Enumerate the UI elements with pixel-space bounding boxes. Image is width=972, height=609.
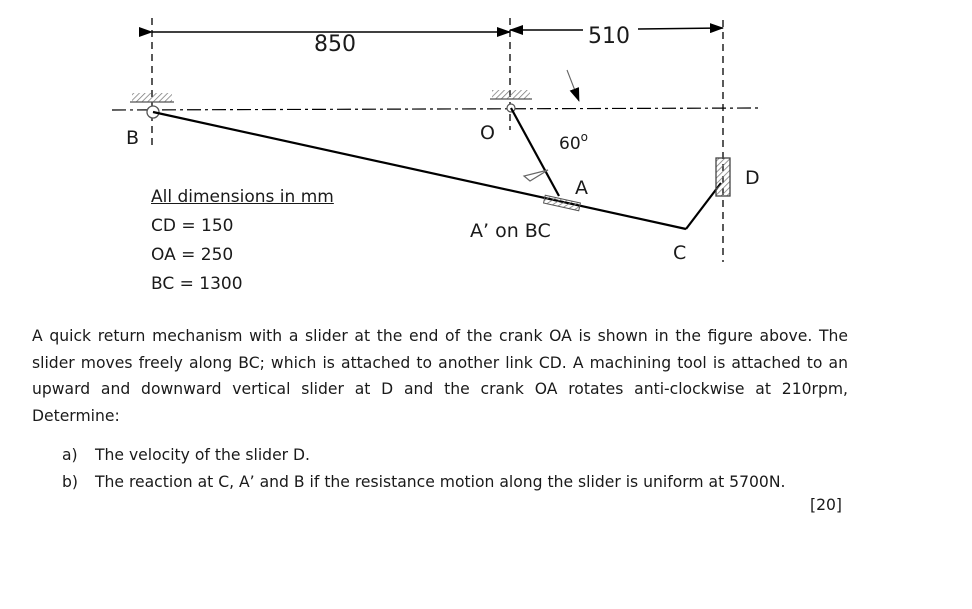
- point-label-o: O: [480, 122, 495, 144]
- note-cd: CD = 150: [151, 216, 234, 236]
- dimension-label-850: 850: [314, 32, 356, 57]
- velocity-arrow-icon: [524, 170, 548, 181]
- problem-paragraph: A quick return mechanism with a slider at the end of the crank OA is shown in the figure above. The slider moves freely along BC; which is attached to another link CD. A machining tool is attached to an upward and downward vertical slider at D and the crank OA rotates anti-clockwise at 210rpm, Determine:: [32, 327, 848, 425]
- slider-guide-d: [716, 158, 730, 196]
- dimensions-note: [151, 183, 334, 299]
- question-item: [62, 442, 785, 469]
- dimension-arrow-510-right: [638, 28, 723, 29]
- question-marker: a): [62, 446, 78, 464]
- angle-label: [559, 130, 588, 156]
- question-list: [62, 442, 785, 496]
- dimension-label-510: 510: [588, 24, 630, 49]
- ground-support-o: [492, 90, 530, 99]
- angle-value: 60: [559, 134, 581, 154]
- note-bc: BC = 1300: [151, 274, 243, 294]
- notes-heading: All dimensions in mm: [151, 187, 334, 207]
- point-label-c: C: [673, 242, 687, 264]
- point-label-a: A: [575, 177, 588, 199]
- question-text: The velocity of the slider D.: [95, 446, 311, 464]
- ground-support-b: [132, 93, 172, 102]
- point-label-b: B: [126, 127, 140, 149]
- point-label-d: D: [745, 167, 760, 189]
- rotation-arrow-icon: [567, 70, 579, 101]
- note-oa: OA = 250: [151, 245, 234, 265]
- question-text: The reaction at C, A’ and B if the resistance motion along the slider is uniform at 5700N.: [95, 473, 786, 491]
- slider-label: A’ on BC: [470, 220, 551, 242]
- crank-oa: [511, 108, 559, 196]
- question-marker: b): [62, 473, 78, 491]
- horizontal-centre-line: [112, 108, 762, 110]
- angle-unit: o: [580, 130, 588, 144]
- marks-label: [20]: [809, 496, 842, 514]
- question-item: [62, 469, 785, 496]
